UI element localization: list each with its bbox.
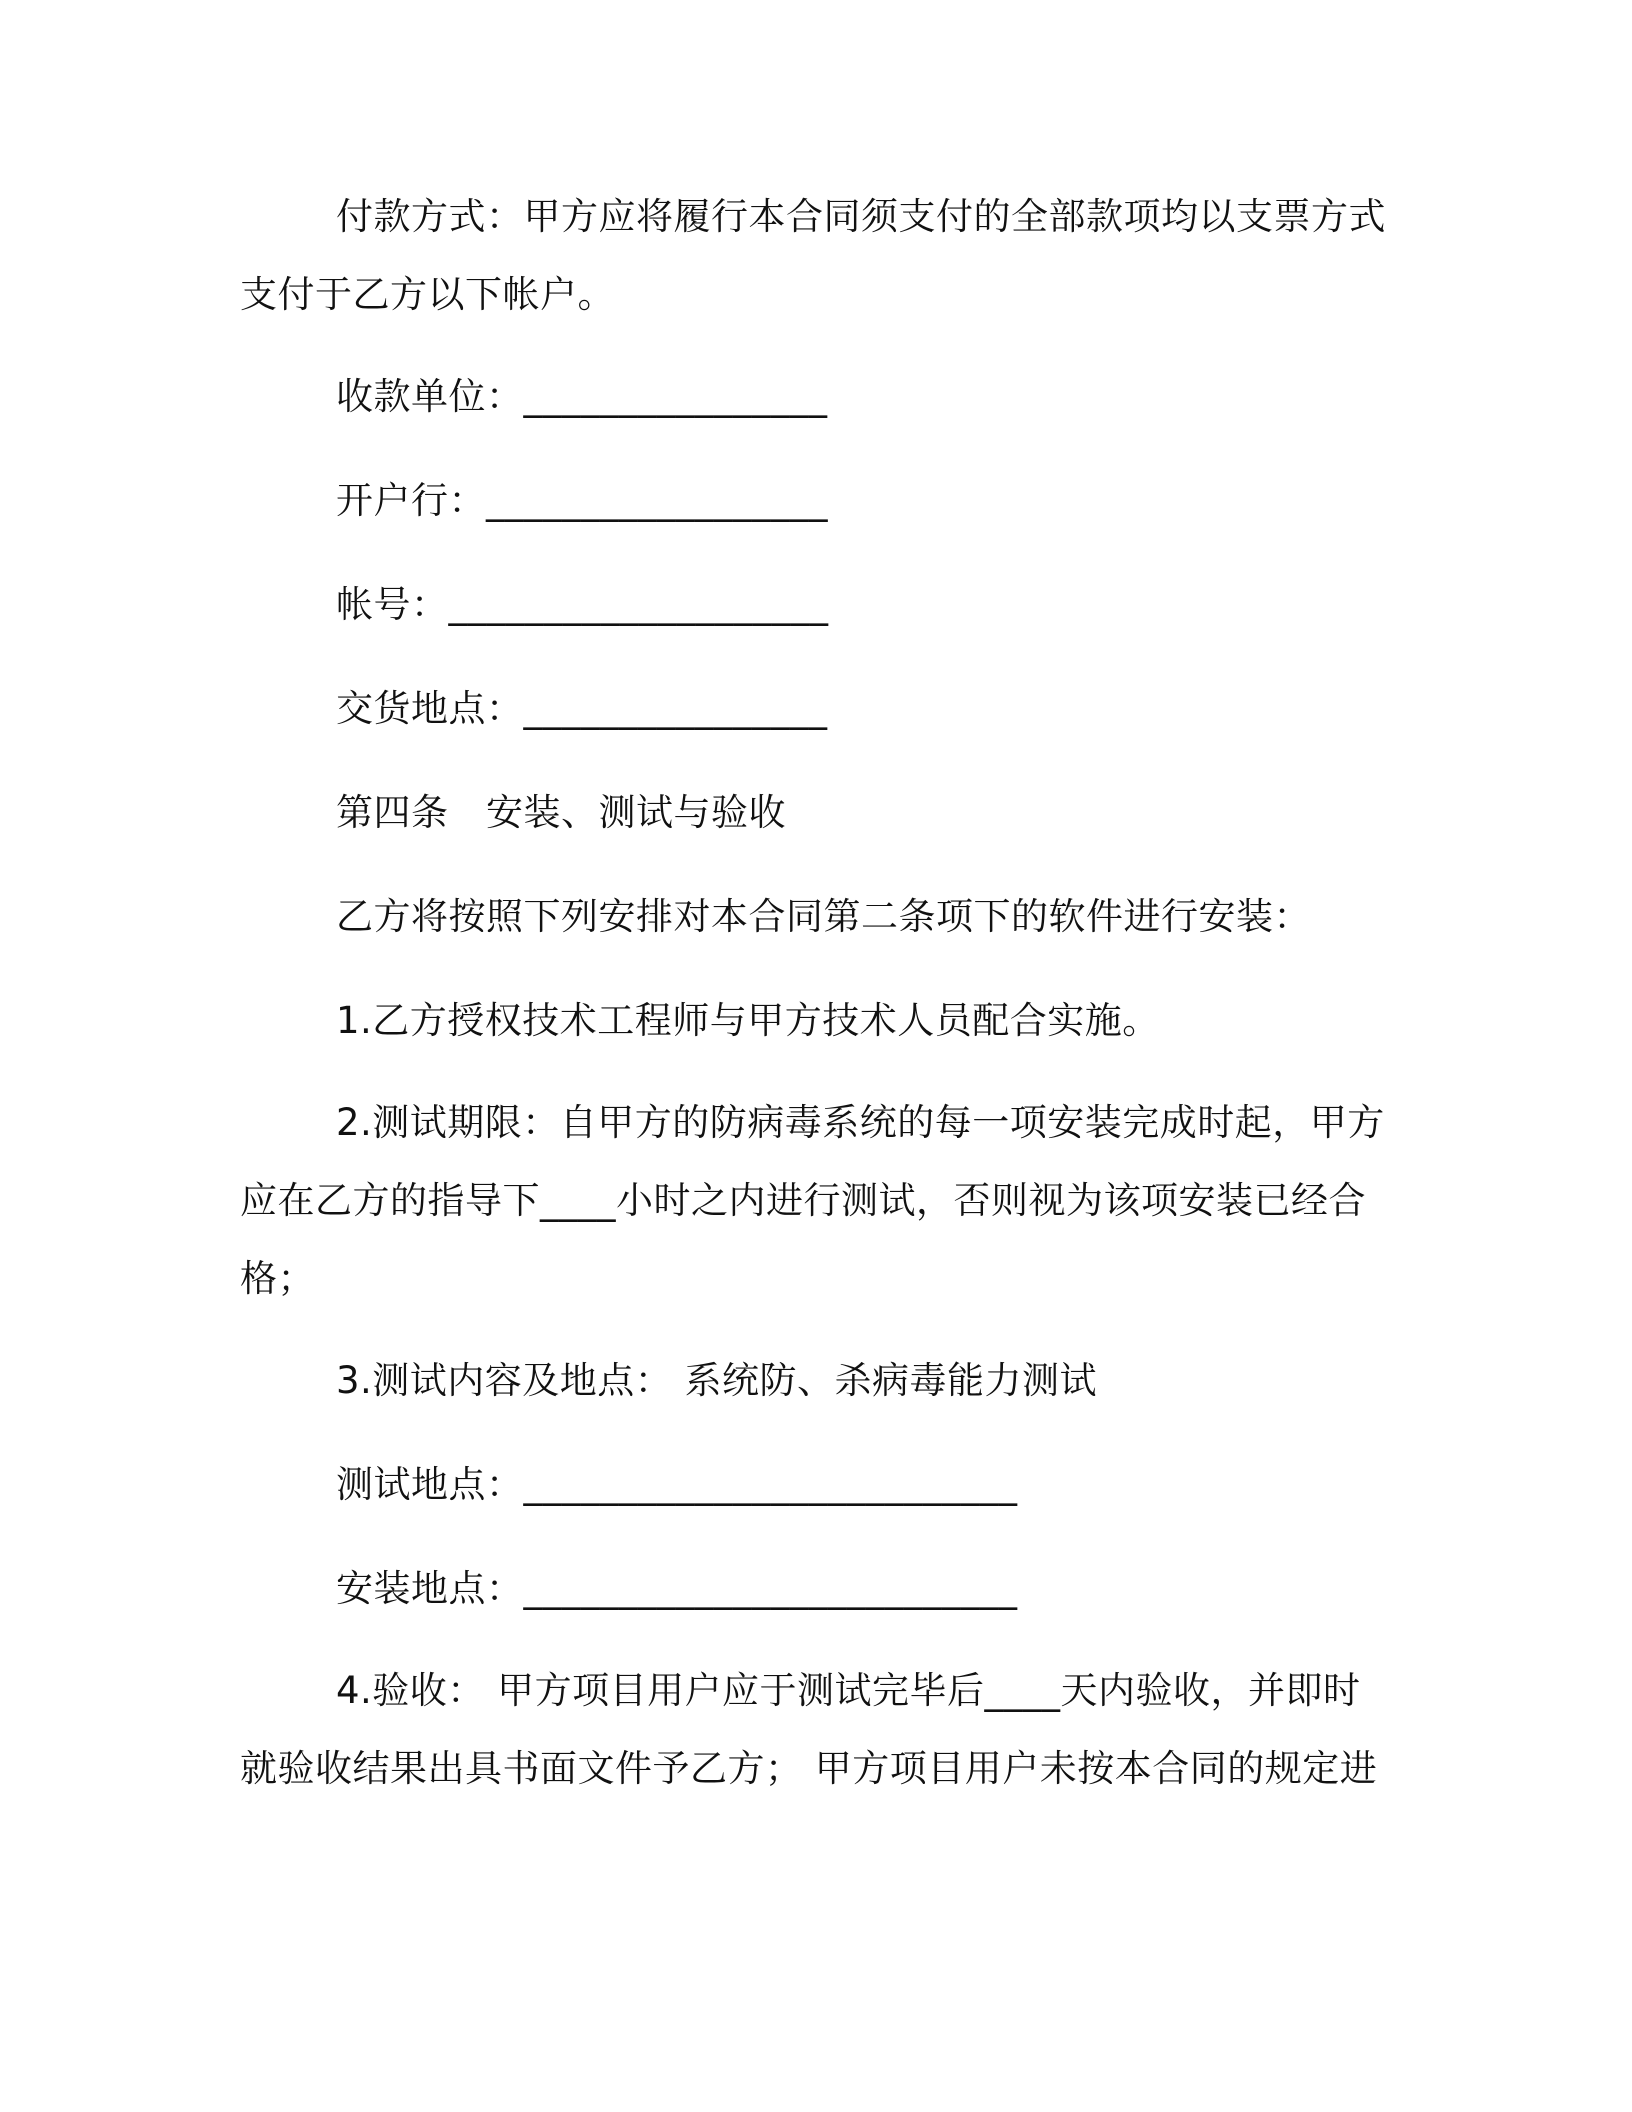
list-item-3: 3.测试内容及地点： 系统防、杀病毒能力测试 [336, 1359, 1098, 1402]
text-line: 2.测试期限：自甲方的防病毒系统的每一项安装完成时起，甲方 [336, 1101, 1385, 1144]
paragraph-install-intro: 乙方将按照下列安排对本合同第二条项下的软件进行安装： [336, 895, 1311, 938]
list-item-4 [240, 1652, 1378, 1808]
field-bank: 开户行：__________________ [336, 479, 828, 522]
text-line: 4.验收： 甲方项目用户应于测试完毕后____天内验收，并即时 [336, 1669, 1361, 1712]
text-line: 支付于乙方以下帐户。 [240, 273, 615, 316]
text-line: 应在乙方的指导下____小时之内进行测试，否则视为该项安装已经合 [240, 1179, 1366, 1222]
text-line: 就验收结果出具书面文件予乙方； 甲方项目用户未按本合同的规定进 [240, 1747, 1378, 1790]
field-test-place: 测试地点：__________________________ [336, 1463, 1018, 1506]
field-install-place: 安装地点：__________________________ [336, 1567, 1018, 1610]
text-line: 付款方式：甲方应将履行本合同须支付的全部款项均以支票方式 [336, 195, 1386, 238]
list-item-1: 1.乙方授权技术工程师与甲方技术人员配合实施。 [336, 999, 1160, 1042]
article-4-heading: 第四条 安装、测试与验收 [336, 791, 786, 834]
field-delivery-place: 交货地点：________________ [336, 687, 828, 730]
list-item-2 [240, 1084, 1385, 1318]
field-payee: 收款单位：________________ [336, 375, 828, 418]
field-account: 帐号：____________________ [336, 583, 829, 626]
paragraph-payment-method [240, 178, 1386, 334]
text-line: 格； [240, 1257, 315, 1300]
